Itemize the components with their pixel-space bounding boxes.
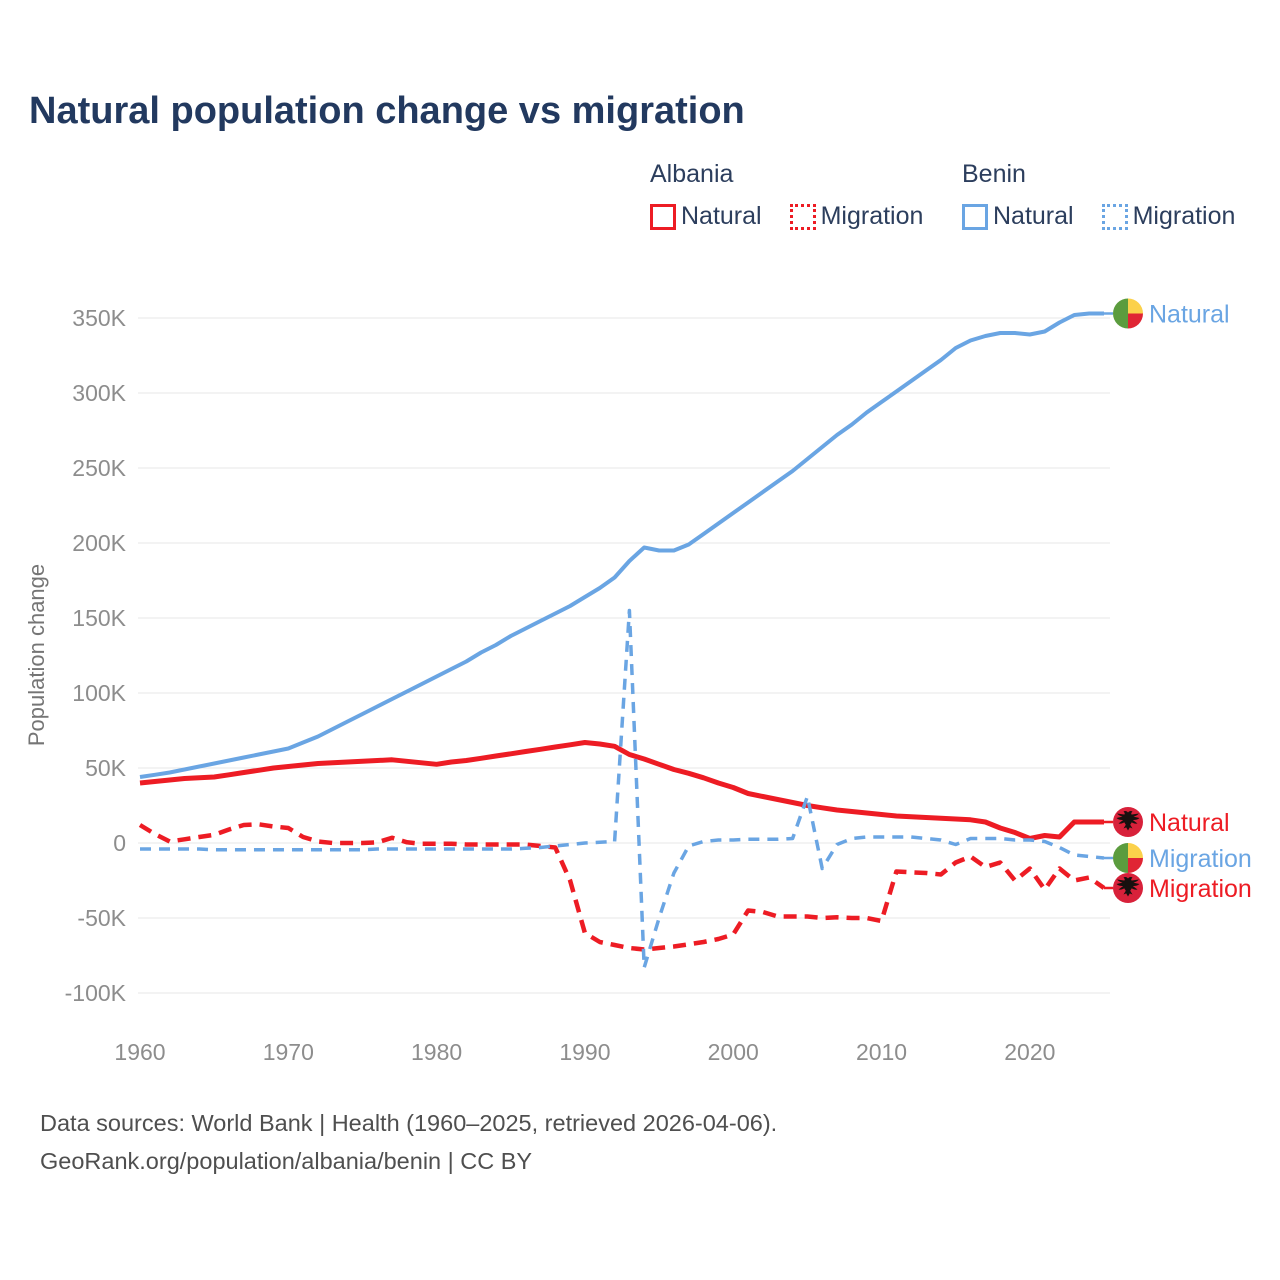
legend-group-albania-header: Albania (650, 160, 734, 188)
benin-flag-icon (1113, 299, 1143, 329)
series-end-label-benin-natural (1104, 299, 1230, 329)
x-tick-label: 2010 (855, 1039, 908, 1065)
legend-label-benin-natural: Natural (993, 202, 1074, 230)
series-line-benin-migration (140, 611, 1104, 968)
x-tick-label: 1980 (411, 1039, 463, 1065)
series-end-label-benin-migration (1104, 843, 1252, 873)
series-lines (140, 314, 1104, 968)
y-tick-label: 200K (72, 530, 126, 556)
y-tick-label: -100K (64, 980, 126, 1006)
series-end-labels (1104, 299, 1252, 904)
footer-attribution: GeoRank.org/population/albania/benin | CC BY (40, 1148, 533, 1175)
x-tick-label: 1990 (559, 1039, 611, 1065)
gridlines (138, 318, 1110, 993)
y-tick-label: 0 (113, 830, 126, 856)
end-label-text-albania-migration: Migration (1149, 875, 1252, 903)
y-tick-label: 150K (72, 605, 126, 631)
y-tick-label: -50K (77, 905, 126, 931)
end-label-text-albania-natural: Natural (1149, 809, 1230, 837)
legend-group-benin-header: Benin (962, 160, 1026, 188)
y-axis-title: Population change (24, 563, 49, 747)
series-end-label-albania-migration (1104, 873, 1252, 903)
legend-label-albania-natural: Natural (681, 202, 762, 230)
footer-data-sources: Data sources: World Bank | Health (1960–2025, retrieved 2026-04-06). (40, 1110, 778, 1136)
y-tick-label: 100K (72, 680, 126, 706)
legend-label-albania-migration: Migration (820, 202, 924, 230)
x-tick-label: 1960 (114, 1039, 166, 1065)
y-tick-label: 350K (72, 305, 126, 331)
chart-title: Natural population change vs migration (29, 90, 745, 132)
end-label-text-benin-migration: Migration (1149, 845, 1252, 873)
y-tick-label: 250K (72, 455, 126, 481)
series-end-label-albania-natural (1104, 807, 1230, 837)
end-label-text-benin-natural: Natural (1149, 300, 1230, 329)
x-tick-label: 1970 (262, 1039, 314, 1065)
y-tick-label: 50K (85, 755, 126, 781)
albania-flag-icon (1113, 807, 1143, 837)
footer (40, 1104, 777, 1180)
benin-flag-icon (1113, 843, 1143, 873)
series-line-albania-natural (140, 743, 1104, 839)
x-axis-tick-labels (114, 1039, 1055, 1065)
albania-flag-icon (1113, 873, 1143, 903)
y-tick-label: 300K (72, 380, 126, 406)
y-axis-tick-labels (65, 305, 127, 1006)
legend-label-benin-migration: Migration (1132, 202, 1236, 230)
x-tick-label: 2020 (1004, 1039, 1056, 1065)
x-tick-label: 2000 (707, 1039, 759, 1065)
